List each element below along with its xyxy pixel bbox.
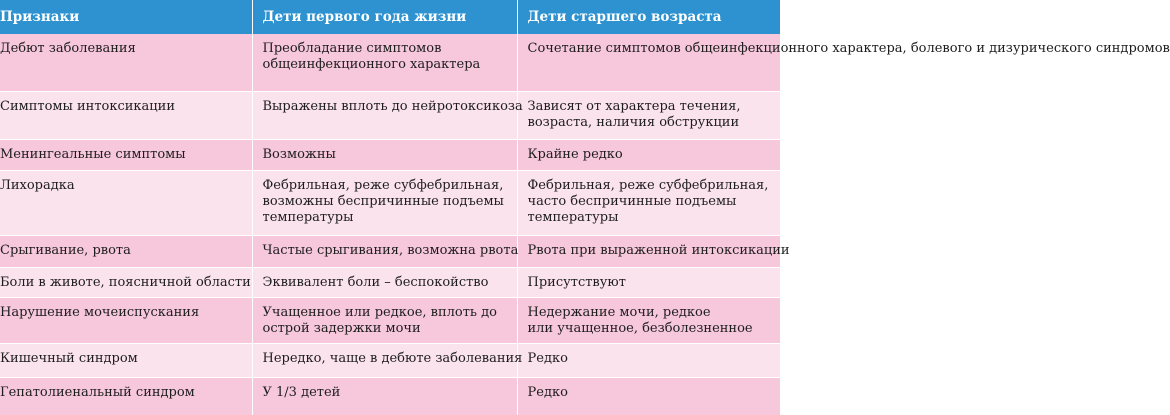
table-row — [0, 170, 780, 235]
row-infant-value: Нередко, чаще в дебюте заболевания — [252, 343, 517, 377]
row-older-value: Рвота при выраженной интоксикации — [517, 235, 780, 267]
table-row — [0, 377, 780, 415]
table-row — [0, 343, 780, 377]
row-infant-value: Частые срыгивания, возможна рвота — [252, 235, 517, 267]
row-older-value: Зависят от характера течения, возраста, наличия обструкции — [517, 91, 780, 139]
table-row — [0, 235, 780, 267]
row-infant-value: Возможны — [252, 139, 517, 170]
header-older-children: Дети старшего возраста — [517, 0, 780, 34]
row-older-value: Крайне редко — [517, 139, 780, 170]
row-older-value: Фебрильная, реже субфебрильная, часто беспричинные подъемы температуры — [517, 170, 780, 235]
table-row — [0, 297, 780, 343]
row-infant-value: Учащенное или редкое, вплоть до острой задержки мочи — [252, 297, 517, 343]
table-row — [0, 34, 780, 91]
table-row — [0, 91, 780, 139]
row-sign: Гепатолиенальный синдром — [0, 377, 252, 415]
table-row — [0, 267, 780, 297]
row-infant-value: Выражены вплоть до нейротоксикоза — [252, 91, 517, 139]
table-row — [0, 139, 780, 170]
row-sign: Менингеальные симптомы — [0, 139, 252, 170]
row-sign: Кишечный синдром — [0, 343, 252, 377]
row-older-value: Редко — [517, 377, 780, 415]
row-older-value: Редко — [517, 343, 780, 377]
row-older-value: Сочетание симптомов общеинфекционного характера, болевого и дизурического синдромов — [517, 34, 780, 91]
row-infant-value: Эквивалент боли – беспокойство — [252, 267, 517, 297]
row-sign: Нарушение мочеиспускания — [0, 297, 252, 343]
row-infant-value: Фебрильная, реже субфебрильная, возможны беспричинные подъемы температуры — [252, 170, 517, 235]
row-infant-value: Преобладание симптомов общеинфекционного характера — [252, 34, 517, 91]
row-sign: Срыгивание, рвота — [0, 235, 252, 267]
header-infants: Дети первого года жизни — [252, 0, 517, 34]
row-older-value: Недержание мочи, редкое или учащенное, безболезненное — [517, 297, 780, 343]
row-sign: Лихорадка — [0, 170, 252, 235]
row-sign: Боли в животе, поясничной области — [0, 267, 252, 297]
header-row — [0, 0, 780, 34]
row-sign: Симптомы интоксикации — [0, 91, 252, 139]
row-older-value: Присутствуют — [517, 267, 780, 297]
row-infant-value: У 1/3 детей — [252, 377, 517, 415]
row-sign: Дебют заболевания — [0, 34, 252, 91]
header-signs: Признаки — [0, 0, 252, 34]
